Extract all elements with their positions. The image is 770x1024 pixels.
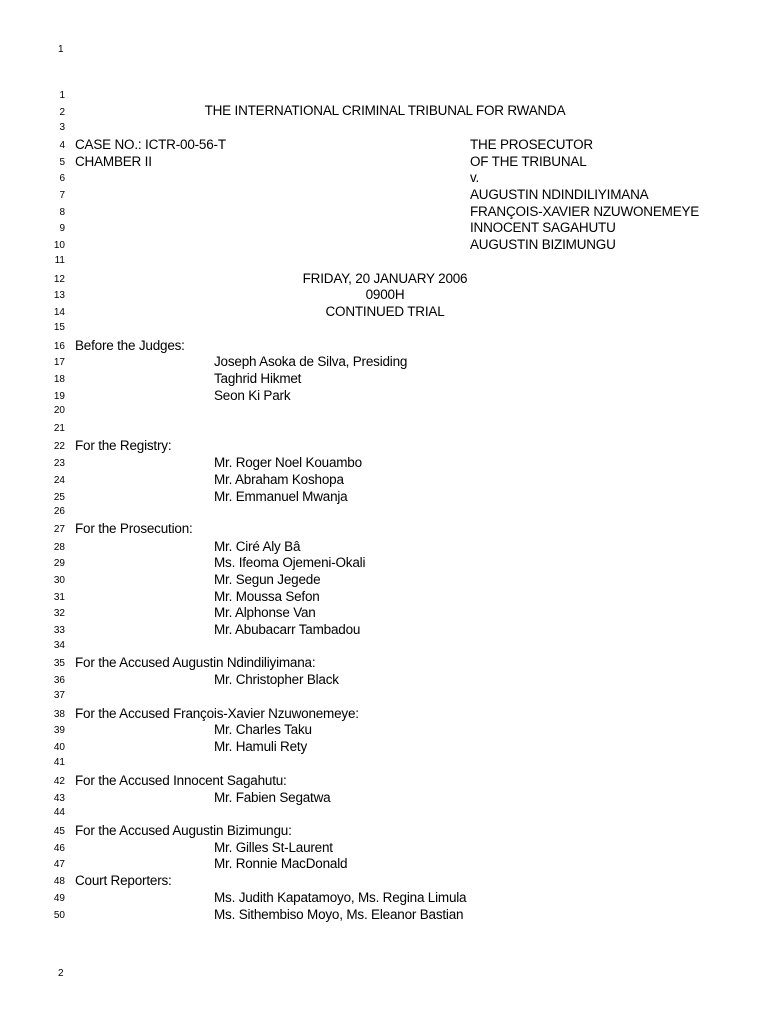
line-number: 48 — [53, 876, 65, 887]
line-number: 15 — [53, 322, 65, 333]
line-number: 19 — [53, 391, 65, 402]
line-number: 7 — [59, 190, 65, 201]
judge-name: Taghrid Hikmet — [214, 371, 302, 386]
case-number: CASE NO.: ICTR-00-56-T — [75, 137, 226, 152]
defence-label: For the Accused Augustin Bizimungu: — [75, 823, 292, 838]
line-number: 3 — [59, 122, 65, 133]
line-number: 1 — [59, 90, 65, 101]
defence-name: Mr. Charles Taku — [214, 722, 312, 737]
line-number: 28 — [53, 542, 65, 553]
line-number: 29 — [53, 558, 65, 569]
prosecution-name: Mr. Segun Jegede — [214, 572, 321, 587]
prosecution-label: For the Prosecution: — [75, 521, 193, 536]
line-number: 14 — [53, 307, 65, 318]
chamber: CHAMBER II — [75, 154, 152, 169]
line-number: 24 — [53, 475, 65, 486]
hearing-time: 0900H — [365, 287, 405, 302]
line-number: 40 — [53, 742, 65, 753]
line-number: 27 — [53, 524, 65, 535]
page-number-top: 1 — [58, 44, 64, 55]
line-number: 26 — [53, 506, 65, 517]
line-number: 44 — [53, 807, 65, 818]
registry-name: Mr. Abraham Koshopa — [214, 472, 344, 487]
judge-name: Seon Ki Park — [214, 388, 291, 403]
line-number: 4 — [59, 140, 65, 151]
party-line: AUGUSTIN BIZIMUNGU — [470, 237, 616, 252]
registry-label: For the Registry: — [75, 438, 172, 453]
line-number: 33 — [53, 625, 65, 636]
line-number: 8 — [59, 207, 65, 218]
line-number: 39 — [53, 725, 65, 736]
hearing-date: FRIDAY, 20 JANUARY 2006 — [302, 271, 468, 286]
line-number: 46 — [53, 843, 65, 854]
defence-name: Mr. Christopher Black — [214, 672, 339, 687]
defence-name: Mr. Fabien Segatwa — [214, 790, 331, 805]
line-number: 25 — [53, 492, 65, 503]
registry-name: Mr. Emmanuel Mwanja — [214, 489, 348, 504]
defence-label: For the Accused François-Xavier Nzuwonemeye: — [75, 706, 359, 721]
party-line: INNOCENT SAGAHUTU — [470, 220, 616, 235]
line-number: 43 — [53, 793, 65, 804]
party-line: THE PROSECUTOR — [470, 137, 593, 152]
line-number: 31 — [53, 592, 65, 603]
prosecution-name: Mr. Abubacarr Tambadou — [214, 622, 361, 637]
court-reporter-names: Ms. Sithembiso Moyo, Ms. Eleanor Bastian — [214, 907, 464, 922]
line-number: 23 — [53, 458, 65, 469]
line-number: 50 — [53, 910, 65, 921]
line-number: 13 — [53, 290, 65, 301]
party-line: v. — [470, 170, 480, 185]
prosecution-name: Mr. Moussa Sefon — [214, 589, 320, 604]
tribunal-title: THE INTERNATIONAL CRIMINAL TRIBUNAL FOR RWANDA — [204, 103, 566, 118]
line-number: 36 — [53, 675, 65, 686]
line-number: 41 — [53, 757, 65, 768]
party-line: OF THE TRIBUNAL — [470, 154, 587, 169]
line-number: 5 — [59, 157, 65, 168]
line-number: 10 — [53, 240, 65, 251]
judges-label: Before the Judges: — [75, 338, 185, 353]
line-number: 47 — [53, 859, 65, 870]
line-number: 22 — [53, 441, 65, 452]
line-number: 49 — [53, 893, 65, 904]
line-number: 12 — [53, 274, 65, 285]
defence-name: Mr. Gilles St-Laurent — [214, 840, 333, 855]
court-reporter-names: Ms. Judith Kapatamoyo, Ms. Regina Limula — [214, 890, 467, 905]
line-number: 30 — [53, 575, 65, 586]
line-number: 18 — [53, 374, 65, 385]
line-number: 45 — [53, 826, 65, 837]
court-reporters-label: Court Reporters: — [75, 873, 172, 888]
prosecution-name: Mr. Alphonse Van — [214, 605, 316, 620]
line-number: 16 — [53, 341, 65, 352]
prosecution-name: Mr. Ciré Aly Bâ — [214, 539, 301, 554]
defence-name: Mr. Hamuli Rety — [214, 739, 308, 754]
page-number-bottom: 2 — [58, 968, 64, 979]
line-number: 35 — [53, 658, 65, 669]
defence-name: Mr. Ronnie MacDonald — [214, 856, 348, 871]
defence-label: For the Accused Innocent Sagahutu: — [75, 773, 287, 788]
party-line: FRANÇOIS-XAVIER NZUWONEMEYE — [470, 204, 700, 219]
line-number: 2 — [59, 107, 65, 118]
prosecution-name: Ms. Ifeoma Ojemeni-Okali — [214, 555, 366, 570]
line-number: 20 — [53, 405, 65, 416]
line-number: 6 — [59, 173, 65, 184]
party-line: AUGUSTIN NDINDILIYIMANA — [470, 187, 649, 202]
line-number: 34 — [53, 640, 65, 651]
judge-name: Joseph Asoka de Silva, Presiding — [214, 354, 408, 369]
line-number: 32 — [53, 608, 65, 619]
line-number: 17 — [53, 357, 65, 368]
line-number: 11 — [54, 255, 65, 266]
line-number: 21 — [53, 423, 65, 434]
line-number: 42 — [53, 776, 65, 787]
line-number: 37 — [53, 690, 65, 701]
session-type: CONTINUED TRIAL — [325, 304, 445, 319]
line-number: 9 — [59, 223, 65, 234]
registry-name: Mr. Roger Noel Kouambo — [214, 455, 362, 470]
defence-label: For the Accused Augustin Ndindiliyimana: — [75, 655, 316, 670]
line-number: 38 — [53, 709, 65, 720]
